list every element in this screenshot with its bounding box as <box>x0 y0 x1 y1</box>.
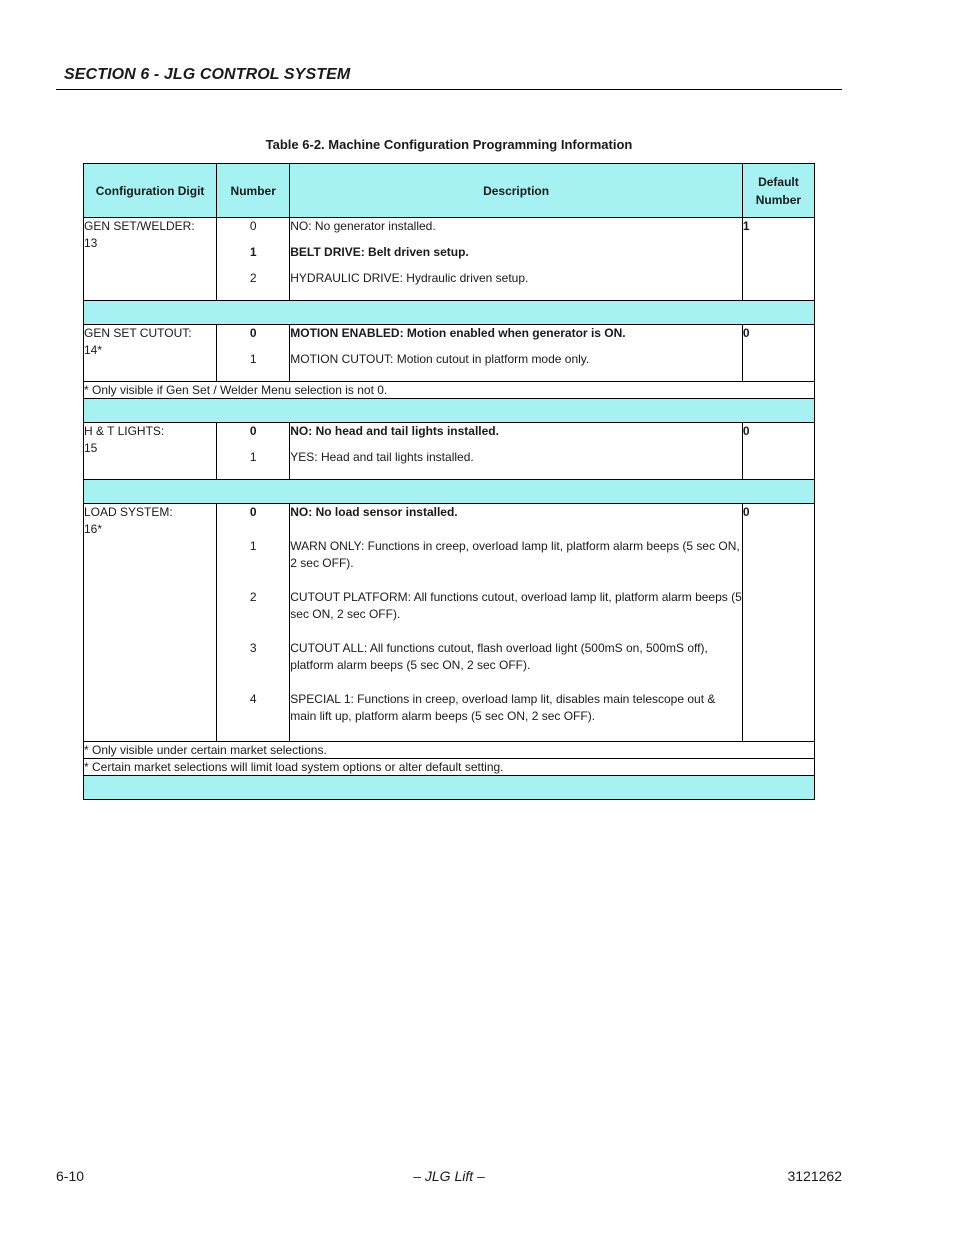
section-header: SECTION 6 - JLG CONTROL SYSTEM <box>64 66 351 83</box>
option-description: NO: No load sensor installed. <box>290 505 458 519</box>
note-row <box>84 742 815 759</box>
table-header-row <box>84 164 815 218</box>
note-row <box>84 759 815 776</box>
spacer-row <box>84 399 815 423</box>
config-name: GEN SET CUTOUT: <box>84 326 192 340</box>
option-number: 2 <box>249 271 257 285</box>
config-name: LOAD SYSTEM: <box>84 505 173 519</box>
config-digit: 16* <box>84 522 103 536</box>
description-cell <box>290 504 743 742</box>
header-default-number: Default Number <box>742 164 814 218</box>
table-caption: Table 6-2. Machine Configuration Programming Information <box>265 137 633 152</box>
header-rule <box>56 89 842 90</box>
spacer-row <box>84 301 815 325</box>
option-number: 0 <box>249 505 257 519</box>
description-cell <box>290 423 743 480</box>
option-description: CUTOUT ALL: All functions cutout, flash overload light (500mS on, 500mS off), platform alarm beeps (5 sec ON, 2 sec OFF). <box>290 641 708 672</box>
option-description: YES: Head and tail lights installed. <box>290 450 474 464</box>
config-cell <box>84 423 217 480</box>
config-name: GEN SET/WELDER: <box>84 219 195 233</box>
header-description: Description <box>290 164 743 218</box>
spacer-row <box>84 480 815 504</box>
description-cell <box>290 218 743 301</box>
option-number: 4 <box>249 692 257 706</box>
table-row <box>84 423 815 480</box>
option-description: MOTION ENABLED: Motion enabled when generator is ON. <box>290 326 626 340</box>
option-number: 0 <box>249 424 257 438</box>
option-description: NO: No generator installed. <box>290 219 436 233</box>
default-value: 0 <box>742 424 750 438</box>
option-number: 1 <box>249 450 257 464</box>
number-cell <box>217 423 290 480</box>
default-value: 1 <box>742 219 750 233</box>
config-name: H & T LIGHTS: <box>84 424 165 438</box>
configuration-table <box>83 163 815 800</box>
table-row <box>84 504 815 742</box>
option-description: BELT DRIVE: Belt driven setup. <box>290 245 469 259</box>
option-number: 1 <box>249 352 257 366</box>
page-number: 6-10 <box>56 1168 85 1184</box>
config-digit: 14* <box>84 343 103 357</box>
config-cell <box>84 218 217 301</box>
default-cell <box>742 218 814 301</box>
document-number: 3121262 <box>787 1168 842 1184</box>
config-digit: 15 <box>84 441 98 455</box>
option-number: 0 <box>249 326 257 340</box>
option-description: SPECIAL 1: Functions in creep, overload lamp lit, disables main telescope out & main lift up, platform alarm beeps (5 sec ON, 2 sec OFF). <box>290 692 716 723</box>
spacer-row <box>84 776 815 800</box>
option-number: 3 <box>249 641 257 655</box>
note-text: * Only visible under certain market selections. <box>84 742 815 759</box>
option-number: 1 <box>249 245 257 259</box>
default-cell <box>742 423 814 480</box>
option-description: CUTOUT PLATFORM: All functions cutout, overload lamp lit, platform alarm beeps (5 sec ON, 2 sec OFF). <box>290 590 742 621</box>
option-number: 0 <box>249 219 257 233</box>
config-cell <box>84 504 217 742</box>
number-cell <box>217 218 290 301</box>
option-description: WARN ONLY: Functions in creep, overload lamp lit, platform alarm beeps (5 sec ON, 2 sec OFF). <box>290 539 740 570</box>
number-cell <box>217 504 290 742</box>
table-row <box>84 218 815 301</box>
option-description: HYDRAULIC DRIVE: Hydraulic driven setup. <box>290 271 529 285</box>
default-cell <box>742 325 814 382</box>
default-cell <box>742 504 814 742</box>
footer-brand: – JLG Lift – <box>413 1168 485 1184</box>
header-number: Number <box>217 164 290 218</box>
option-description: NO: No head and tail lights installed. <box>290 424 499 438</box>
note-text: * Only visible if Gen Set / Welder Menu selection is not 0. <box>84 382 815 399</box>
description-cell <box>290 325 743 382</box>
number-cell <box>217 325 290 382</box>
default-value: 0 <box>742 326 750 340</box>
option-number: 1 <box>249 539 257 553</box>
header-config-digit: Configuration Digit <box>84 164 217 218</box>
note-text: * Certain market selections will limit load system options or alter default setting. <box>84 759 815 776</box>
config-cell <box>84 325 217 382</box>
note-row <box>84 382 815 399</box>
option-description: MOTION CUTOUT: Motion cutout in platform mode only. <box>290 352 590 366</box>
default-value: 0 <box>742 505 750 519</box>
table-row <box>84 325 815 382</box>
option-number: 2 <box>249 590 257 604</box>
config-digit: 13 <box>84 236 98 250</box>
